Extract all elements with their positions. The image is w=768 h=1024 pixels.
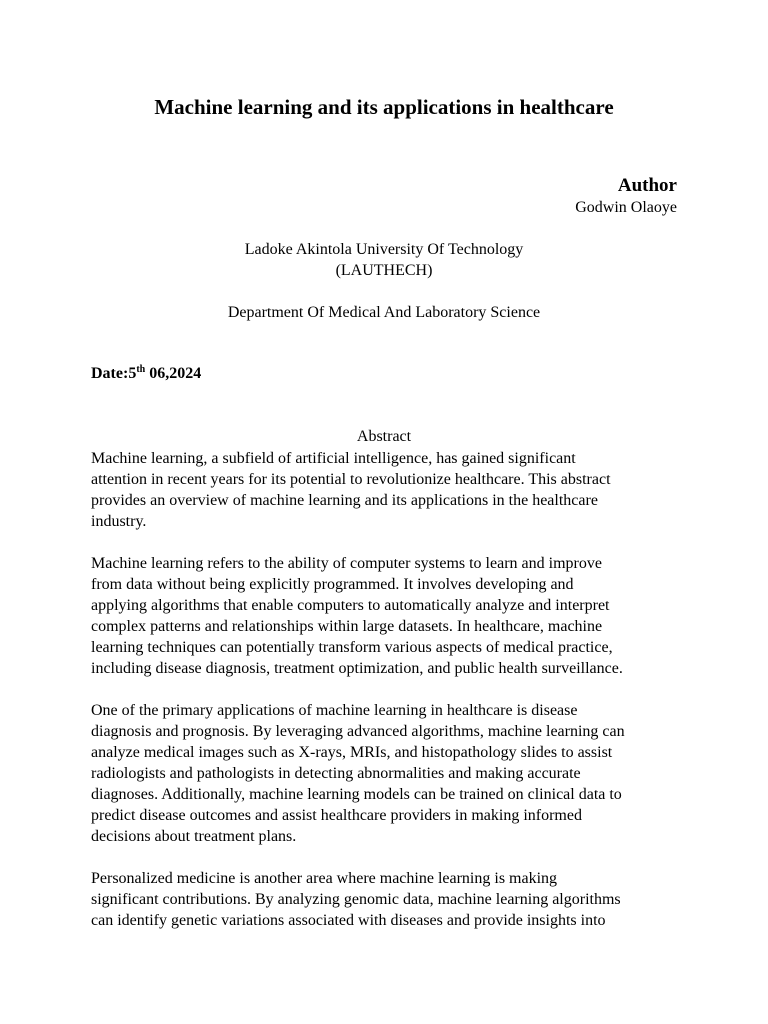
text-line: including disease diagnosis, treatment optimization, and public health surveillance.	[91, 660, 623, 677]
date-line	[91, 363, 201, 385]
date-suffix: 06,2024	[145, 365, 202, 382]
text-line: can identify genetic variations associated with diseases and provide insights into	[91, 912, 606, 929]
text-line: analyze medical images such as X-rays, MRIs, and histopathology slides to assist	[91, 744, 613, 761]
text-line: Machine learning, a subfield of artificial intelligence, has gained significant	[91, 450, 576, 467]
paragraph	[91, 700, 691, 847]
text-line: One of the primary applications of machine learning in healthcare is disease	[91, 702, 578, 719]
text-line: diagnosis and prognosis. By leveraging advanced algorithms, machine learning can	[91, 723, 625, 740]
paragraph	[91, 868, 691, 931]
text-line: attention in recent years for its potential to revolutionize healthcare. This abstract	[91, 471, 611, 488]
text-line: Machine learning refers to the ability of computer systems to learn and improve	[91, 555, 602, 572]
text-line: radiologists and pathologists in detecting abnormalities and making accurate	[91, 765, 581, 782]
text-line: from data without being explicitly programmed. It involves developing and	[91, 576, 574, 593]
text-line: significant contributions. By analyzing genomic data, machine learning algorithms	[91, 891, 621, 908]
department: Department Of Medical And Laboratory Science	[227, 304, 541, 321]
affiliation-acronym: (LAUTHECH)	[335, 262, 433, 279]
text-line: industry.	[91, 513, 147, 530]
author-label: Author	[617, 175, 677, 196]
date-superscript: th	[136, 364, 146, 375]
paragraph	[91, 448, 691, 532]
date-prefix: Date:5	[91, 365, 137, 382]
text-line: provides an overview of machine learning and its applications in the healthcare	[91, 492, 598, 509]
affiliation-university: Ladoke Akintola University Of Technology	[244, 241, 524, 258]
text-line: applying algorithms that enable computers to automatically analyze and interpret	[91, 597, 610, 614]
paper-title: Machine learning and its applications in healthcare	[154, 95, 614, 119]
paragraph	[91, 553, 691, 679]
abstract-heading: Abstract	[356, 428, 412, 445]
abstract-body	[91, 448, 691, 952]
author-name: Godwin Olaoye	[575, 199, 677, 216]
text-line: complex patterns and relationships within large datasets. In healthcare, machine	[91, 618, 603, 635]
text-line: predict disease outcomes and assist healthcare providers in making informed	[91, 807, 582, 824]
text-line: diagnoses. Additionally, machine learning models can be trained on clinical data to	[91, 786, 622, 803]
text-line: Personalized medicine is another area where machine learning is making	[91, 870, 558, 887]
text-line: learning techniques can potentially transform various aspects of medical practice,	[91, 639, 613, 656]
text-line: decisions about treatment plans.	[91, 828, 297, 845]
